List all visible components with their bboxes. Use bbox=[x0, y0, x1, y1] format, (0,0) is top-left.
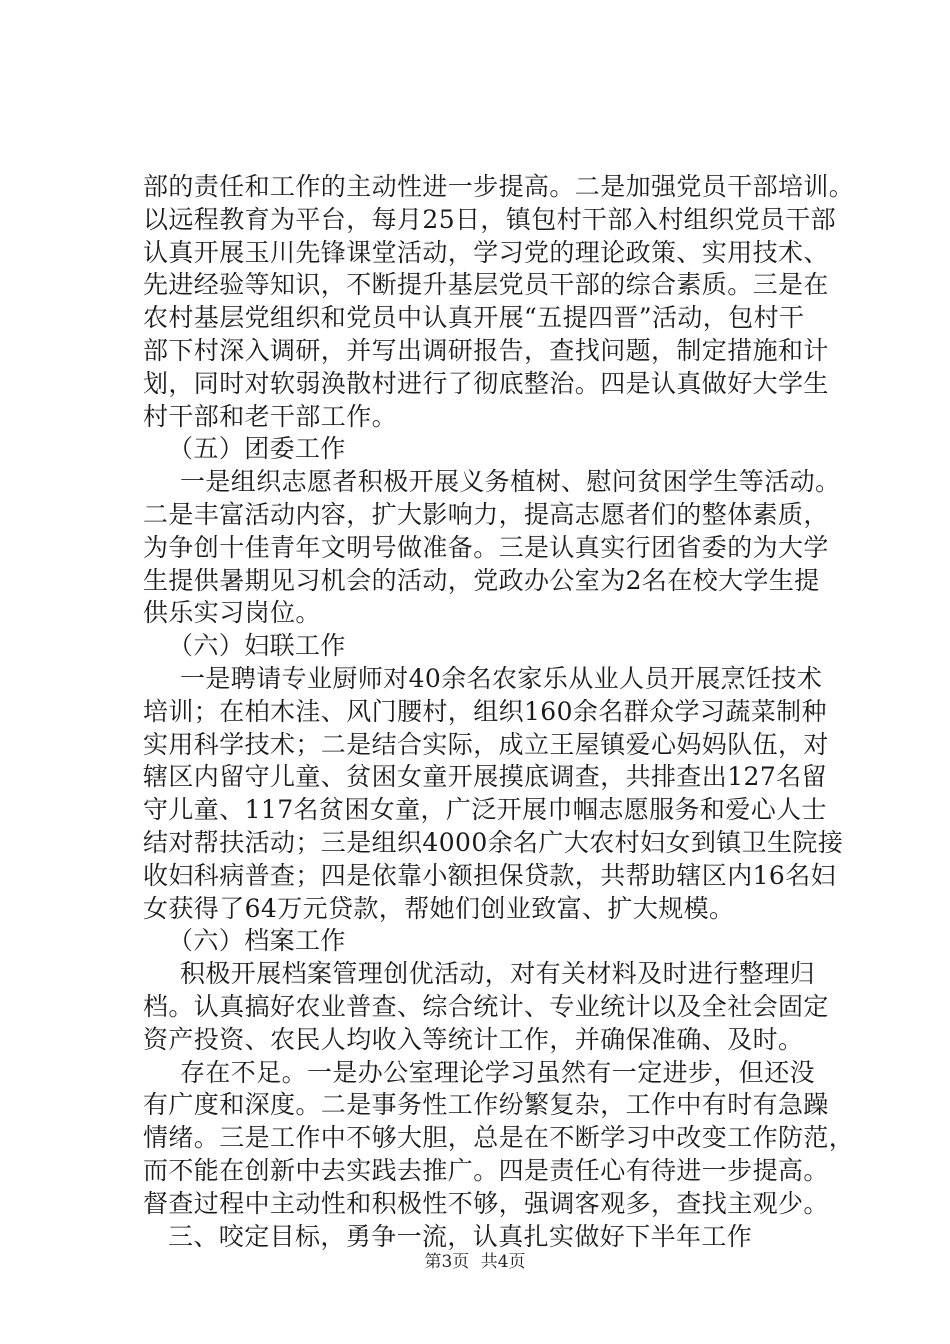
text-line: 部的责任和工作的主动性进一步提高。二是加强党员干部培训。 bbox=[143, 172, 855, 201]
text-line: 生提供暑期见习机会的活动，党政办公室为2名在校大学生提 bbox=[143, 565, 820, 595]
text-line: 情绪。三是工作中不够大胆，总是在不断学习中改变工作防范， bbox=[143, 1123, 855, 1153]
text-line: 培训；在柏木洼、风门腰村，组织160余名群众学习蔬菜制种 bbox=[143, 696, 827, 726]
text-line: 供乐实习岗位。 bbox=[143, 598, 321, 628]
text-line: 而不能在创新中去实践去推广。四是责任心有待进一步提高。 bbox=[143, 1155, 829, 1185]
text-line: 守儿童、117名贫困女童，广泛开展巾帼志愿服务和爱心人士 bbox=[143, 795, 827, 825]
page-total: 共4页 bbox=[480, 1252, 526, 1272]
text-line: （六）妇联工作 bbox=[168, 631, 346, 661]
document-body bbox=[143, 171, 863, 1253]
text-line: 以远程教育为平台，每月25日，镇包村干部入村组织党员干部 bbox=[143, 204, 837, 234]
text-line: 农村基层党组织和党员中认真开展“五提四晋”活动，包村干 bbox=[143, 303, 805, 333]
text-line: 部下村深入调研，并写出调研报告，查找问题，制定措施和计 bbox=[143, 335, 829, 365]
text-line: 实用科学技术；二是结合实际，成立王屋镇爱心妈妈队伍，对 bbox=[143, 729, 829, 759]
text-line: 划，同时对软弱涣散村进行了彻底整治。四是认真做好大学生 bbox=[143, 368, 829, 398]
page-footer bbox=[0, 1247, 950, 1272]
text-line: 女获得了64万元贷款，帮她们创业致富、扩大规模。 bbox=[143, 893, 735, 923]
text-line: 收妇科病普查；四是依靠小额担保贷款，共帮助辖区内16名妇 bbox=[143, 860, 837, 890]
page-number: 第3页 bbox=[424, 1252, 470, 1272]
text-line: 认真开展玉川先锋课堂活动，学习党的理论政策、实用技术、 bbox=[143, 237, 829, 267]
text-line: 档。认真搞好农业普查、综合统计、专业统计以及全社会固定 bbox=[143, 991, 829, 1021]
text-line: 一是聘请专业厨师对40余名农家乐从业人员开展烹饪技术 bbox=[180, 663, 823, 693]
text-line: （六）档案工作 bbox=[168, 926, 346, 956]
text-line: 有广度和深度。二是事务性工作纷繁复杂，工作中有时有急躁 bbox=[143, 1090, 829, 1120]
text-line: 存在不足。一是办公室理论学习虽然有一定进步，但还没 bbox=[180, 1057, 816, 1087]
text-line: 一是组织志愿者积极开展义务植树、慰问贫困学生等活动。 bbox=[180, 467, 841, 497]
text-line: 村干部和老干部工作。 bbox=[143, 401, 398, 431]
text-line: 三、咬定目标，勇争一流，认真扎实做好下半年工作 bbox=[168, 1221, 753, 1251]
text-line: （五）团委工作 bbox=[168, 434, 346, 464]
text-line: 结对帮扶活动；三是组织4000余名广大农村妇女到镇卫生院接 bbox=[143, 827, 844, 857]
text-line: 资产投资、农民人均收入等统计工作，并确保准确、及时。 bbox=[143, 1024, 804, 1054]
text-line: 督查过程中主动性和积极性不够，强调客观多，查找主观少。 bbox=[143, 1188, 829, 1218]
text-line: 为争创十佳青年文明号做准备。三是认真实行团省委的为大学 bbox=[143, 532, 829, 562]
text-line: 二是丰富活动内容，扩大影响力，提高志愿者们的整体素质， bbox=[143, 499, 829, 529]
text-line: 积极开展档案管理创优活动，对有关材料及时进行整理归 bbox=[180, 959, 816, 989]
text-line: 辖区内留守儿童、贫困女童开展摸底调查，共排查出127名留 bbox=[143, 762, 827, 792]
text-line: 先进经验等知识，不断提升基层党员干部的综合素质。三是在 bbox=[143, 270, 829, 300]
